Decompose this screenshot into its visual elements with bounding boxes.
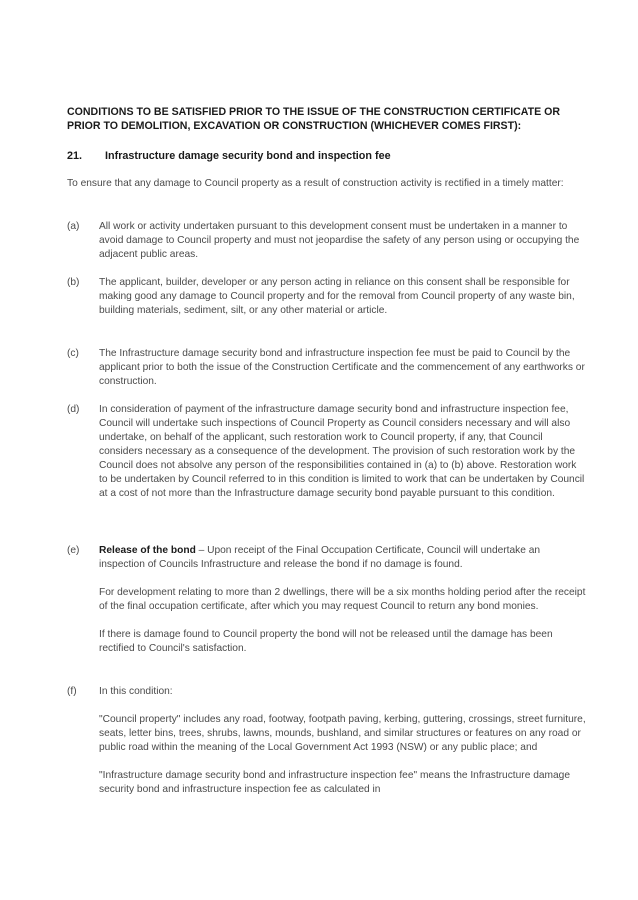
condition-item-f bbox=[67, 685, 587, 797]
holding-period-paragraph: For development relating to more than 2 dwellings, there will be a six months holding period after the receipt of the final occupation certificate, after which you may request Council to return any bond monies. bbox=[99, 587, 586, 612]
conditions-heading: CONDITIONS TO BE SATISFIED PRIOR TO THE ISSUE OF THE CONSTRUCTION CERTIFICATE OR PRIOR TO DEMOLITION, EXCAVATION OR CONSTRUCTION (WHICHEVER COMES FIRST): bbox=[67, 106, 561, 132]
item-text: The applicant, builder, developer or any person acting in reliance on this consent shall be responsible for making good any damage to Council property and for the removal from Council property of any waste bin, building materials, sediment, silt, or any other material or article. bbox=[99, 277, 575, 316]
item-label: (a) bbox=[67, 221, 80, 232]
condition-item-b bbox=[67, 276, 587, 318]
item-text bbox=[99, 544, 587, 572]
condition-item-e bbox=[67, 544, 587, 656]
item-label: (f) bbox=[67, 686, 77, 697]
condition-item-a bbox=[67, 220, 587, 262]
bond-release-heading: Release of the bond bbox=[99, 545, 196, 556]
section-number: 21. bbox=[67, 150, 83, 162]
item-label: (b) bbox=[67, 277, 80, 288]
damage-paragraph: If there is damage found to Council property the bond will not be released until the damage has been rectified to Council's satisfaction. bbox=[99, 629, 553, 654]
bond-release-text: – Upon receipt of the Final Occupation Certificate, Council will undertake an inspection of Councils Infrastructure and release the bond if no damage is found. bbox=[99, 545, 541, 570]
item-label: (c) bbox=[67, 348, 79, 359]
item-text: The Infrastructure damage security bond and infrastructure inspection fee must be paid to Council by the applicant prior to both the issue of the Construction Certificate and the commencement of any earthworks or construction. bbox=[99, 348, 585, 387]
item-text: All work or activity undertaken pursuant to this development consent must be undertaken in a manner to avoid damage to Council property and must not jeopardise the safety of any person using or occupying the adjacent public areas. bbox=[99, 221, 580, 260]
section-title bbox=[67, 150, 391, 162]
condition-item-d bbox=[67, 403, 587, 501]
bond-fee-definition: "Infrastructure damage security bond and infrastructure inspection fee" means the Infrastructure damage security bond and infrastructure inspection fee as calculated in bbox=[99, 770, 571, 795]
intro-paragraph: To ensure that any damage to Council property as a result of construction activity is rectified in a timely matter: bbox=[67, 178, 564, 189]
item-text: In consideration of payment of the infrastructure damage security bond and infrastructure inspection fee, Council will undertake such inspections of Council Property as Council considers necessary and will also undertake, on behalf of the applicant, such restoration work to Council property, if any, that Council considers necessary as a consequence of the development. The provision of such restoration work by the Council does not absolve any person of the responsibilities contained in (a) to (b) above. Restoration work to be undertaken by Council referred to in this condition is limited to work that can be undertaken by Council at a cost of not more than the Infrastructure damage security bond payable pursuant to this condition. bbox=[99, 404, 585, 499]
item-label: (e) bbox=[67, 545, 80, 556]
section-title-text: Infrastructure damage security bond and inspection fee bbox=[105, 150, 391, 162]
item-label: (d) bbox=[67, 404, 80, 415]
council-property-definition: "Council property" includes any road, footway, footpath paving, kerbing, guttering, crossings, street furniture, seats, letter bins, trees, shrubs, lawns, mounds, bushland, and similar structures or features on any road or public road within the meaning of the Local Government Act 1993 (NSW) or any public place; and bbox=[99, 714, 586, 753]
condition-item-c bbox=[67, 347, 587, 389]
item-text: In this condition: bbox=[99, 686, 173, 697]
